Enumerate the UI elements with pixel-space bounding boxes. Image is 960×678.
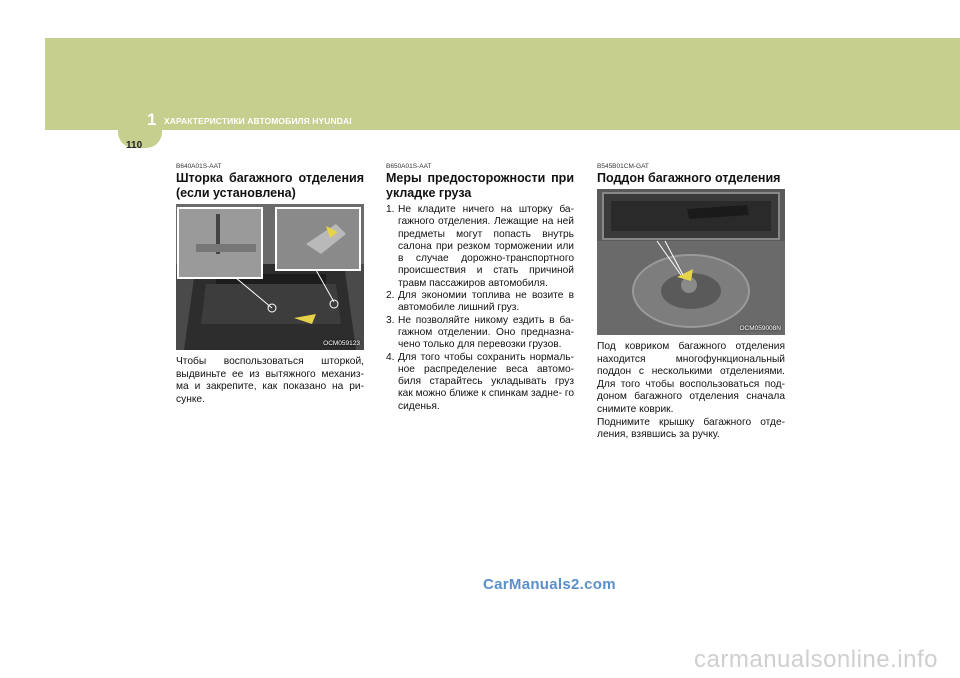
section-code: B650A01S-AAT xyxy=(386,163,432,170)
cargo-cover-illustration xyxy=(176,204,364,350)
watermark-link[interactable]: CarManuals2.com xyxy=(483,576,616,593)
item-text: Не позволяйте никому ездить в ба- гажном отделении. Оно предназна- чено только для перевозки грузов. xyxy=(398,314,574,351)
photo-code: OCM059123 xyxy=(323,340,360,347)
item-number: 3. xyxy=(386,314,395,326)
section-loading-precautions xyxy=(386,163,574,413)
footer-watermark: carmanualsonline.info xyxy=(694,646,938,673)
chapter-number: 1 xyxy=(147,110,157,129)
luggage-tray-photo xyxy=(597,189,785,335)
page-number: 110 xyxy=(126,140,143,151)
item-number: 4. xyxy=(386,351,395,363)
section-body-2: Поднимите крышку багажного отде- ления, взявшись за ручку. xyxy=(597,416,785,441)
section-cargo-cover xyxy=(176,163,364,406)
item-text: Не кладите ничего на шторку ба- гажного отделения. Лежащие на ней предметы могут попасть внутрь салона при резком торможении или в случае дорожно-транспортного происшествия и стать причиной травм пассажиров автомобиля. xyxy=(398,204,574,289)
section-heading: Меры предосторожности при укладке груза xyxy=(386,171,574,200)
item-number: 2. xyxy=(386,290,395,302)
section-heading: Поддон багажного отделения xyxy=(597,171,781,185)
cargo-cover-photo xyxy=(176,204,364,350)
photo-code: OCM059008N xyxy=(739,325,781,332)
list-item xyxy=(386,204,574,290)
section-body: Чтобы воспользоваться шторкой, выдвиньте ее из вытяжного механиз- ма и закрепите, как показано на ри- сунке. xyxy=(176,356,364,405)
chapter-title: ХАРАКТЕРИСТИКИ АВТОМОБИЛЯ HYUNDAI xyxy=(164,116,352,126)
section-luggage-tray xyxy=(597,163,785,442)
list-item xyxy=(386,352,574,413)
luggage-tray-illustration xyxy=(597,189,785,335)
precautions-list xyxy=(386,204,574,413)
item-number: 1. xyxy=(386,204,395,215)
section-heading: Шторка багажного отделения (если установлена) xyxy=(176,171,364,200)
section-code: B640A01S-AAT xyxy=(176,163,222,170)
item-text: Для того чтобы сохранить нормаль- ное распределение веса автомо- биля старайтесь укладывать груз как можно ближе к спинкам задне- го сиденья. xyxy=(398,351,574,412)
section-code: B545B01CM-GAT xyxy=(597,163,649,170)
item-text: Для экономии топлива не возите в автомобиле лишний груз. xyxy=(398,290,574,314)
list-item xyxy=(386,315,574,352)
section-body: Под ковриком багажного отделения находится многофункциональный поддон с несколькими отделениями. Для того чтобы воспользоваться под- доном багажного отделения сначала снимите коврик. xyxy=(597,341,785,415)
list-item xyxy=(386,290,574,315)
